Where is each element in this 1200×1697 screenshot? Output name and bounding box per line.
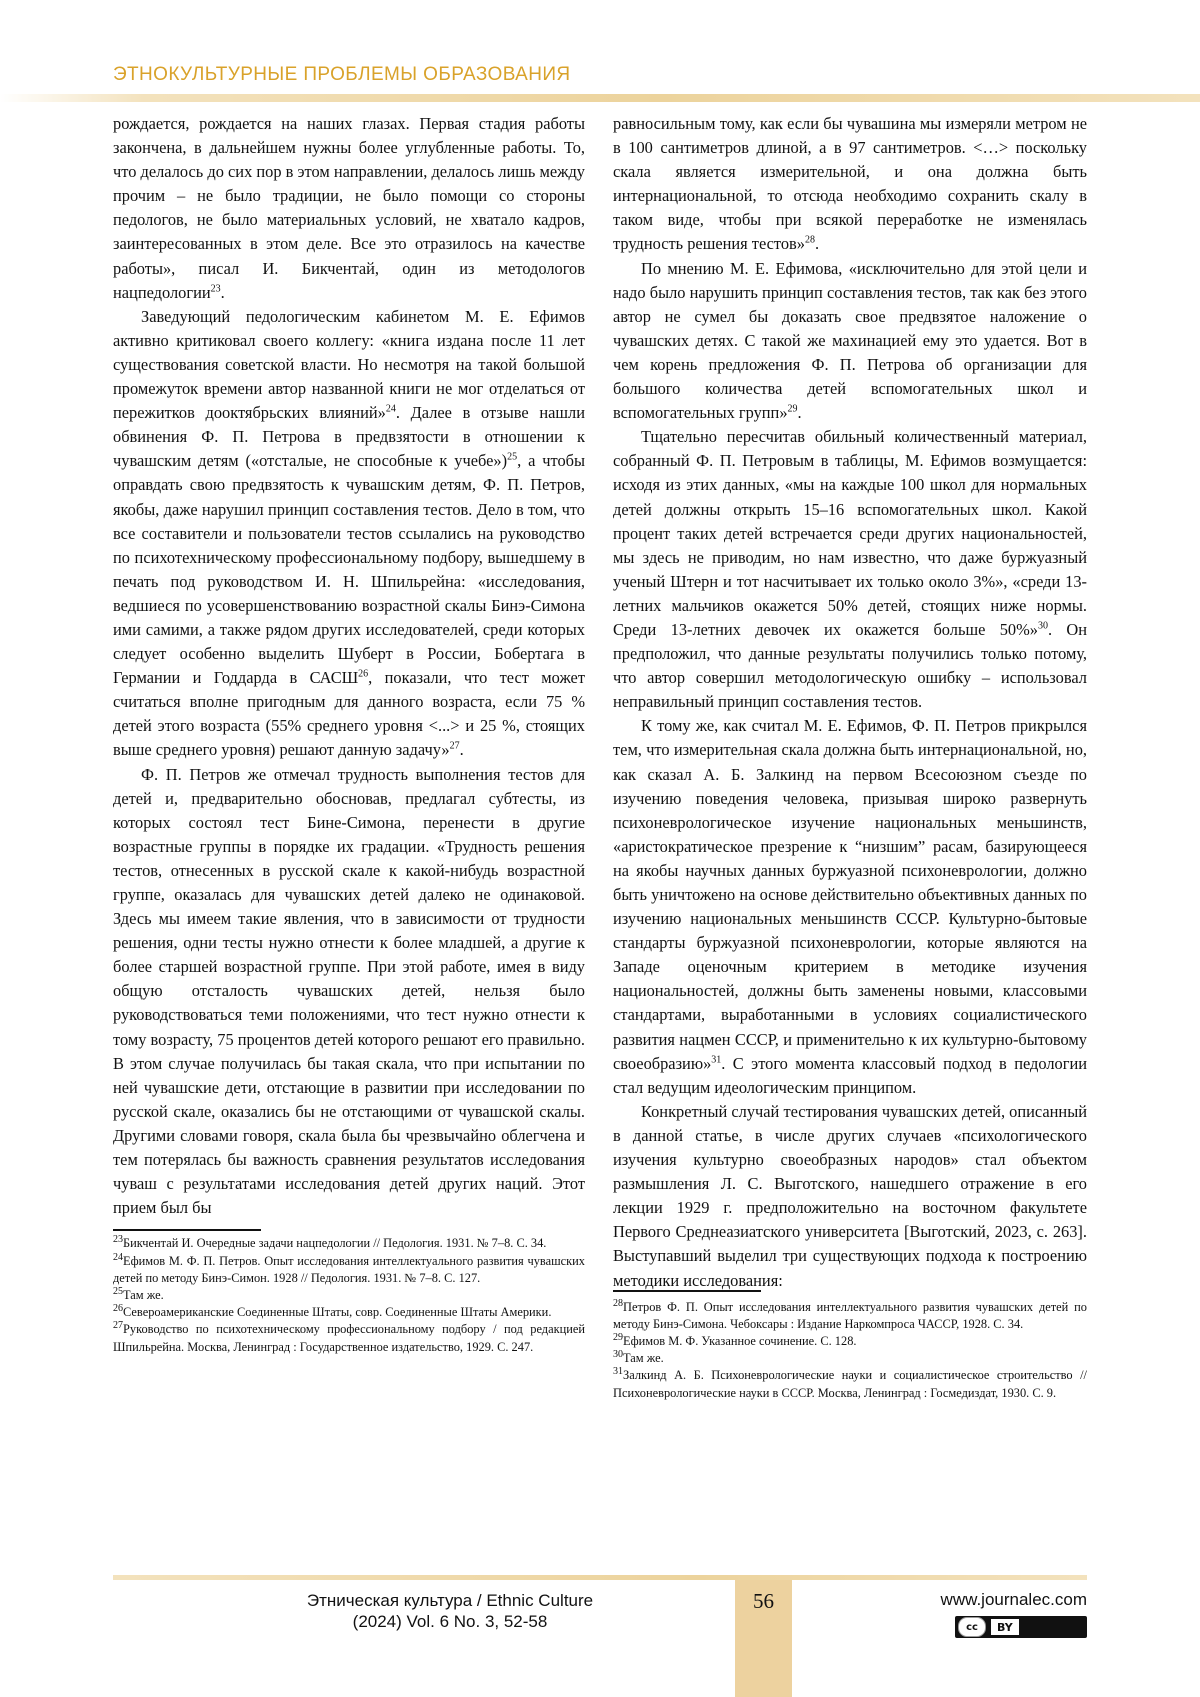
cc-icon: cc (958, 1617, 986, 1637)
footnote-ref[interactable]: 26 (358, 668, 369, 680)
footnote-divider (613, 1290, 761, 1292)
paragraph: равносильным тому, как если бы чувашина мы измеряли метром не в 100 сантиметров длиной, а в 97 сантиметров. <…> поскольку скала является измерительной, и она должна быть интернациональной, то отсюда необходимо сохранить скалу в таком виде, чтобы при всякой переработке не изменялась трудность решения тестов»$^{28}$. (613, 114, 1087, 254)
cc-by-license-icon[interactable] (955, 1616, 1087, 1638)
journal-title: Этническая культура / Ethnic Culture (306, 1591, 594, 1610)
footer-divider (113, 1575, 1087, 1580)
right-column (613, 112, 1087, 1402)
paragraph: К тому же, как считал М. Е. Ефимов, Ф. П. Петров прикрылся тем, что измерительная скала должна быть интернациональной, но, как сказал А. Б. Залкинд на первом Всесоюзном съезде по изучению поведения человека, призывая широко развернуть психоневрологическое изучение национальных меньшинств, «аристократическое презрение к “низшим” расам, базирующееся на якобы научных данных буржуазной психоневрологии, должно быть уничтожено на основе действительно объективных данных по изучению национальных меньшинств СССР. Культурно-бытовые стандарты буржуазной психоневрологии, которые являются на Западе оценочным критерием в методике изучения национальностей, должны быть заменены новыми, классовыми стандартами, выработанными в условиях социалистического развития нацмен СССР, и применительно к их культурно-бытовому своеобразию»$^{31}$. С этого момента классовый подход в педологии стал ведущим идеологическим принципом. (613, 716, 1087, 1097)
section-header: ЭТНОКУЛЬТУРНЫЕ ПРОБЛЕМЫ ОБРАЗОВАНИЯ (113, 64, 571, 85)
footnote: $^{29}$Ефимов М. Ф. Указанное сочинение. С. 128. (613, 1331, 857, 1348)
footnote: $^{25}$Там же. (113, 1285, 164, 1302)
right-footnotes (613, 1299, 1087, 1402)
journal-citation (250, 1590, 650, 1632)
right-body (613, 112, 1087, 1293)
left-body (113, 112, 585, 1220)
by-label: BY (991, 1619, 1019, 1635)
left-footnotes (113, 1235, 585, 1355)
footnote-divider (113, 1229, 261, 1231)
paragraph: Заведующий педологическим кабинетом М. Е. Ефимов активно критиковал своего коллегу: «книга издана после 11 лет существования советской власти. Но несмотря на такой большой промежуток времени автор названной книги не мог отделаться от пережитков дооктябрьских влияний»$^{24}$. Далее в отзыве нашли обвинения Ф. П. Петрова в предвзятости в отношении к чувашским детям («отсталые, не способные к учебе»)$^{25}$, а чтобы оправдать свою предвзятость к чувашским детям, Ф. П. Петров, якобы, даже нарушил принцип составления тестов. Дело в том, что все составители и пользователи тестов ссылались на руководство по психотехническому профессиональному подбору, вышедшему в печать под руководством И. Н. Шпильрейна: «исследования, ведшиеся по усовершенствованию возрастной скалы Бинэ-Симона ими самими, а также рядом других исследователей, среди которых следует особенно выделить Шуберт в России, Бобертага в Германии и Годдарда в САСШ$^{26}$, показали, что тест может считаться вполне пригодным для данного возраста, если 75 % детей этого возраста (55% среднего уровня <...> и 25 %, стоящих выше среднего уровня) решают данную задачу»$^{27}$. (113, 306, 585, 760)
footnote-ref[interactable]: 31 (711, 1054, 722, 1066)
footnote-ref[interactable]: 25 (507, 451, 518, 463)
left-column (113, 112, 585, 1356)
footnote-ref[interactable]: 28 (804, 235, 815, 246)
footnote: $^{27}$Руководство по психотехническому профессиональному подбору / под редакцией Шпильрейна. Москва, Ленинград : Государственное издательство, 1929. С. 247. (113, 1320, 585, 1354)
footnote: $^{30}$Там же. (613, 1349, 664, 1366)
journal-issue: (2024) Vol. 6 No. 3, 52-58 (352, 1612, 548, 1631)
footnote-ref[interactable]: 27 (449, 740, 460, 752)
footnote: $^{28}$Петров Ф. П. Опыт исследования интеллектуального развития чувашских детей по методу Бинэ-Симона. Чебоксары : Издание Наркомпроса ЧАССР, 1928. С. 34. (613, 1297, 1087, 1331)
footnote: $^{24}$Ефимов М. Ф. П. Петров. Опыт исследования интеллектуального развития чувашских детей по методу Бинэ-Симон. 1928 // Педология. 1931. № 7–8. С. 127. (113, 1251, 585, 1285)
paragraph: рождается, рождается на наших глазах. Первая стадия работы закончена, в дальнейшем нужны более углубленные работы. То, что делалось до сих пор в этом направлении, делалось лишь между прочим – не было традиции, не было помощи со стороны педологов, не было материальных условий, не хватало кадров, заинтересованных в этом деле. Все это отразилось на качестве работы», писал И. Бикчентай, один из методологов нацпедологии$^{23}$. (113, 114, 585, 302)
paragraph: Тщательно пересчитав обильный количественный материал, собранный Ф. П. Петровым в таблицы, М. Ефимов возмущается: исходя из этих данных, «мы на каждые 100 школ для нормальных детей должны открыть 15–16 вспомогательных школ. Какой процент таких детей встречается среди других национальностей, мы здесь не приводим, но нам известно, что даже буржуазный ученый Штерн и тот насчитывает их только около 3%», «среди 13-летних мальчиков окажется 50% детей, стоящих ниже нормы. Среди 13-летних девочек их окажется больше 50%»$^{30}$. Он предположил, что данные результаты получились только потому, что автор совершил методологическую ошибку – использовал неправильный принцип составления тестов. (613, 427, 1087, 712)
footnote-ref[interactable]: 30 (1037, 620, 1048, 632)
footnote-ref[interactable]: 29 (787, 403, 798, 415)
paragraph: Ф. П. Петров же отмечал трудность выполнения тестов для детей и, предварительно обосновав, предлагал субтесты, из которых состоял тест Бине-Симона, перенести в другие возрастные группы в порядке их градации. «Трудность решения тестов, отнесенных в русской скале к какой-нибудь возрастной группе, оказалась для чувашских детей далеко не одинаковой. Здесь мы имеем такие явления, что в зависимости от трудности решения, одни тесты нужно отнести к более младшей, а другие к более старшей возрастной группе. При этой работе, имея в виду общую отсталость чувашских детей, нельзя было руководствоваться теми положениями, что тест нужно отнести к тому возрасту, 75 процентов детей которого решают его правильно. В этом случае получилась бы такая скала, что при испытании по ней чувашские дети, отстающие в развитии при исследовании по русской скале, оказались бы не отстающими от чувашской скалы. Другими словами говоря, скала была бы чрезвычайно облегчена и тем потерялась бы важность сравнения результатов исследования чуваш с результатами исследования детей других наций. Этот прием был бы (113, 764, 585, 1218)
paragraph: Конкретный случай тестирования чувашских детей, описанный в данной статье, в числе других случаев «психологического изучения культурно своеобразных народов» стал объектом размышления Л. С. Выготского, нашедшего отражение в его лекции 1929 г. предположительно на восточном факультете Первого Среднеазиатского университета [Выготский, 2023, с. 263]. Выступавший выделил три существующих подхода к построению методики исследования: (613, 1101, 1087, 1290)
footnote: $^{26}$Североамериканские Соединенные Штаты, совр. Соединенные Штаты Америки. (113, 1303, 552, 1320)
paragraph: По мнению М. Е. Ефимова, «исключительно для этой цели и надо было нарушить принцип составления тестов, так как без этого автор не сумел бы доказать свое предвзятое наложение о чувашских детях. С такой же махинацией ему это удается. Вот в чем корень предложения Ф. П. Петрова об организации для большого количества детей вспомогательных школ и вспомогательных групп»$^{29}$. (613, 258, 1087, 423)
page-number: 56 (753, 1589, 774, 1613)
footnote: $^{23}$Бикчентай И. Очередные задачи нацпедологии // Педология. 1931. № 7–8. С. 34. (113, 1234, 547, 1251)
footnote: $^{31}$Залкинд А. Б. Психоневрологические науки и социалистическое строительство // Психоневрологические науки в СССР. Москва, Ленинград : Госмедиздат, 1930. С. 9. (613, 1366, 1087, 1400)
footnote-ref[interactable]: 24 (385, 403, 396, 415)
header-divider (0, 94, 1200, 102)
footnote-ref[interactable]: 23 (210, 283, 221, 295)
journal-url-link[interactable]: www.journalec.com (940, 1590, 1087, 1609)
